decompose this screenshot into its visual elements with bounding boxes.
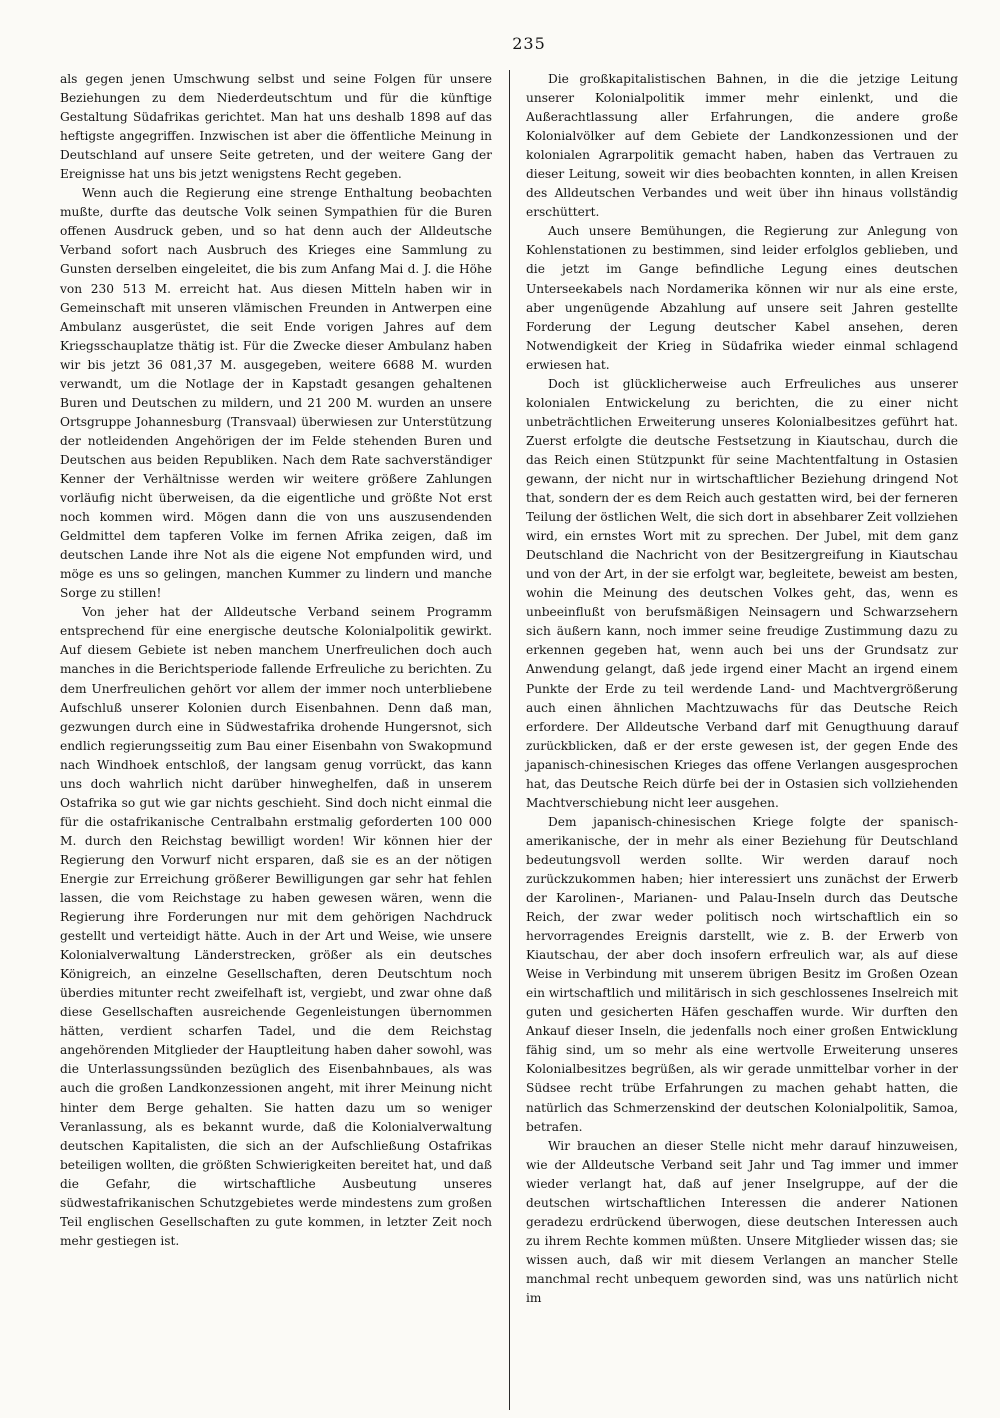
page-number: 235: [512, 34, 546, 53]
paragraph: Doch ist glücklicherweise auch Erfreuliches aus unserer kolonialen Entwickelung zu berichten, die zu einer nicht unbeträchtlichen Erweiterung unseres Kolonialbesitzes geführt hat. Zuerst erfolgte die deutsche Festsetzung in Kiautschau, durch die das Reich einen Stützpunkt für seine Machtentfaltung in Ostasien gewann, der nicht nur in wirtschaftlicher Beziehung dringend Not that, sondern der es dem Reich auch gestatten wird, bei der ferneren Teilung der östlichen Welt, die sich dort in absehbarer Zeit vollziehen wird, ein ernstes Wort mit zu sprechen. Der Jubel, mit dem ganz Deutschland die Nachricht von der Besitzergreifung in Kiautschau und von der Art, in der sie erfolgt war, begleitete, beweist am besten, wohin die Meinung des deutschen Volkes geht, das, wenn es unbeeinflußt von berufsmäßigen Neinsagern und Schwarzsehern sich äußern kann, noch immer seine freudige Zustimmung dazu zu erkennen gegeben hat, wenn auch bei uns der Grundsatz zur Anwendung gelangt, daß jede irgend einer Macht an irgend einem Punkte der Erde zu teil werdende Land- und Machtvergrößerung auch einen ähnlichen Machtzuwachs für das Deutsche Reich erfordere. Der Alldeutsche Verband darf mit Genugthuung darauf zurückblicken, daß er der erste gewesen ist, der gegen Ende des japanisch-chinesischen Krieges das offene Verlangen ausgesprochen hat, das Deutsche Reich dürfe bei der in Ostasien sich vollziehenden Machtverschiebung nicht leer ausgehen.: [526, 376, 958, 810]
paragraph: Wenn auch die Regierung eine strenge Enthaltung beobachten mußte, durfte das deutsche Volk seinen Sympathien für die Buren offenen Ausdruck geben, und so hat denn auch der Alldeutsche Verband sofort nach Ausbruch des Krieges eine Sammlung zu Gunsten derselben eingeleitet, die bis zum Anfang Mai d. J. die Höhe von 230 513 M. erreicht hat. Aus diesen Mitteln haben wir in Gemeinschaft mit unseren vlämischen Freunden in Antwerpen eine Ambulanz ausgerüstet, die seit Ende vorigen Jahres auf dem Kriegsschauplatze thätig ist. Für die Zwecke dieser Ambulanz haben wir bis jetzt 36 081,37 M. ausgegeben, weitere 6688 M. wurden verwandt, um die Notlage der in Kapstadt gesangen gehaltenen Buren und Deutschen zu mildern, und 21 200 M. wurden an unsere Ortsgruppe Johannesburg (Transvaal) überwiesen zur Unterstützung der notleidenden Angehörigen der im Felde stehenden Buren und Deutschen aus beiden Republiken. Nach dem Rate sachverständiger Kenner der Verhältnisse werden wir weitere größere Zahlungen vorläufig nicht überweisen, da die eigentliche und größte Not erst noch kommen wird. Mögen dann die von uns auszusendenden Geldmittel dem tapferen Volke im fernen Afrika zeigen, daß im deutschen Lande ihre Not als die eigene Not empfunden wird, und möge es uns so gelingen, manchen Kummer zu lindern und manche Sorge zu stillen!: [60, 186, 492, 601]
paragraph: Auch unsere Bemühungen, die Regierung zur Anlegung von Kohlenstationen zu bestimmen, sind leider erfolglos geblieben, und die jetzt im Gange befindliche Legung eines deutschen Unterseekabels nach Nordamerika können wir nur als eine erste, aber ungenügende Abzahlung auf unsere seit Jahren gestellte Forderung der Legung deutscher Kabel ansehen, deren Notwendigkeit der Krieg in Südafrika wieder einmal schlagend erwiesen hat.: [526, 224, 958, 372]
paragraph: Von jeher hat der Alldeutsche Verband seinem Programm entsprechend für eine energische deutsche Kolonialpolitik gewirkt. Auf diesem Gebiete ist neben manchem Unerfreulichen doch auch manches in die Berichtsperiode fallende Erfreuliche zu berichten. Zu dem Unerfreulichen gehört vor allem der immer noch unterbliebene Aufschluß unserer Kolonien durch Eisenbahnen. Denn daß man, gezwungen durch eine in Südwestafrika drohende Hungersnot, sich endlich regierungsseitig zum Bau einer Eisenbahn von Swakopmund nach Windhoek entschloß, der langsam genug vorrückt, das kann uns doch wahrlich nicht darüber hinweghelfen, daß in unserem Ostafrika so gut wie gar nichts geschieht. Sind doch nicht einmal die für die ostafrikanische Centralbahn erstmalig geforderten 100 000 M. durch den Reichstag bewilligt worden! Wir können hier der Regierung den Vorwurf nicht ersparen, daß sie es an der nötigen Energie zur Erreichung größerer Bewilligungen gar sehr hat fehlen lassen, die vom Reichstage zu haben gewesen wären, wenn die Regierung ihre Forderungen nur mit dem gehörigen Nachdruck gestellt und verteidigt hätte. Auch in der Art und Weise, wie unsere Kolonialverwaltung Länderstrecken, größer als ein deutsches Königreich, an einzelne Gesellschaften, deren Deutschtum noch überdies mitunter recht zweifelhaft ist, vergiebt, und zwar ohne daß diese Gesellschaften ausreichende Gegenleistungen übernommen hätten, verdient scharfen Tadel, und die dem Reichstag angehörenden Mitglieder der Hauptleitung haben daher sowohl, was die Unterlassungssünden bezüglich des Eisenbahnbaues, als was auch die großen Landkonzessionen angeht, mit ihrer Meinung nicht hinter dem Berge gehalten. Sie hatten dazu um so weniger Veranlassung, als es bekannt wurde, daß die Kolonialverwaltung deutschen Kapitalisten, die sich an der Aufschließung Ostafrikas beteiligen wollten, die größten Schwierigkeiten bereitet hat, und daß die Gefahr, die wirtschaftliche Ausbeutung unseres südwestafrikanischen Schutzgebietes werde mindestens zum großen Teil englischen Gesellschaften zu gute kommen, in letzter Zeit noch mehr gestiegen ist.: [60, 605, 492, 1248]
right-column: [526, 70, 958, 1308]
text-columns: [60, 70, 958, 1308]
paragraph: Die großkapitalistischen Bahnen, in die die jetzige Leitung unserer Kolonialpolitik immer mehr einlenkt, und die Außerachtlassung aller Erfahrungen, die andere große Kolonialvölker auf dem Gebiete der Landkonzessionen und der kolonialen Agrarpolitik gemacht haben, haben das Vertrauen zu dieser Leitung, soweit wir dies beobachten konnten, in allen Kreisen des Alldeutschen Verbandes und weit über ihn hinaus vollständig erschüttert.: [526, 72, 958, 220]
column-divider: [509, 70, 510, 1410]
paragraph: Dem japanisch-chinesischen Kriege folgte der spanisch-amerikanische, der in mehr als einer Beziehung für Deutschland bedeutungsvoll werden sollte. Wir werden darauf noch zurückzukommen haben; hier interessiert uns zunächst der Erwerb der Karolinen-, Marianen- und Palau-Inseln durch das Deutsche Reich, der zwar weder politisch noch wirtschaftlich ein so hervorragendes Ereignis darstellt, wie z. B. der Erwerb von Kiautschau, der aber doch insofern erfreulich war, als auf diese Weise in Verbindung mit unserem übrigen Besitz im Großen Ozean ein wirtschaftlich und militärisch in sich geschlossenes Inselreich mit guten und gesicherten Häfen geschaffen wurde. Wir durften den Ankauf dieser Inseln, die jedenfalls noch einer großen Entwicklung fähig sind, um so mehr als eine wertvolle Erweiterung unseres Kolonialbesitzes begrüßen, als wir gerade unmittelbar vorher in der Südsee recht trübe Erfahrungen zu machen gehabt hatten, die natürlich das Schmerzenskind der deutschen Kolonialpolitik, Samoa, betrafen.: [526, 814, 958, 1134]
paragraph: Wir brauchen an dieser Stelle nicht mehr darauf hinzuweisen, wie der Alldeutsche Verband seit Jahr und Tag immer und immer wieder verlangt hat, daß auf jener Inselgruppe, auf der die deutschen wirtschaftlichen Interessen die anderer Nationen geradezu erdrückend überwogen, diese deutschen Interessen auch zu ihrem Rechte kommen müßten. Unsere Mitglieder wissen das; sie wissen auch, daß wir mit diesem Verlangen an mancher Stelle manchmal recht unbequem geworden sind, was uns natürlich nicht im: [526, 1138, 958, 1305]
left-column: [60, 70, 492, 1308]
paragraph: als gegen jenen Umschwung selbst und seine Folgen für unsere Beziehungen zu dem Niederdeutschtum und für die künftige Gestaltung Südafrikas gerichtet. Man hat uns deshalb 1898 auf das heftigste angegriffen. Inzwischen ist aber die öffentliche Meinung in Deutschland auf unsere Seite getreten, und der weitere Gang der Ereignisse hat uns bis jetzt wenigstens Recht gegeben.: [60, 72, 492, 182]
